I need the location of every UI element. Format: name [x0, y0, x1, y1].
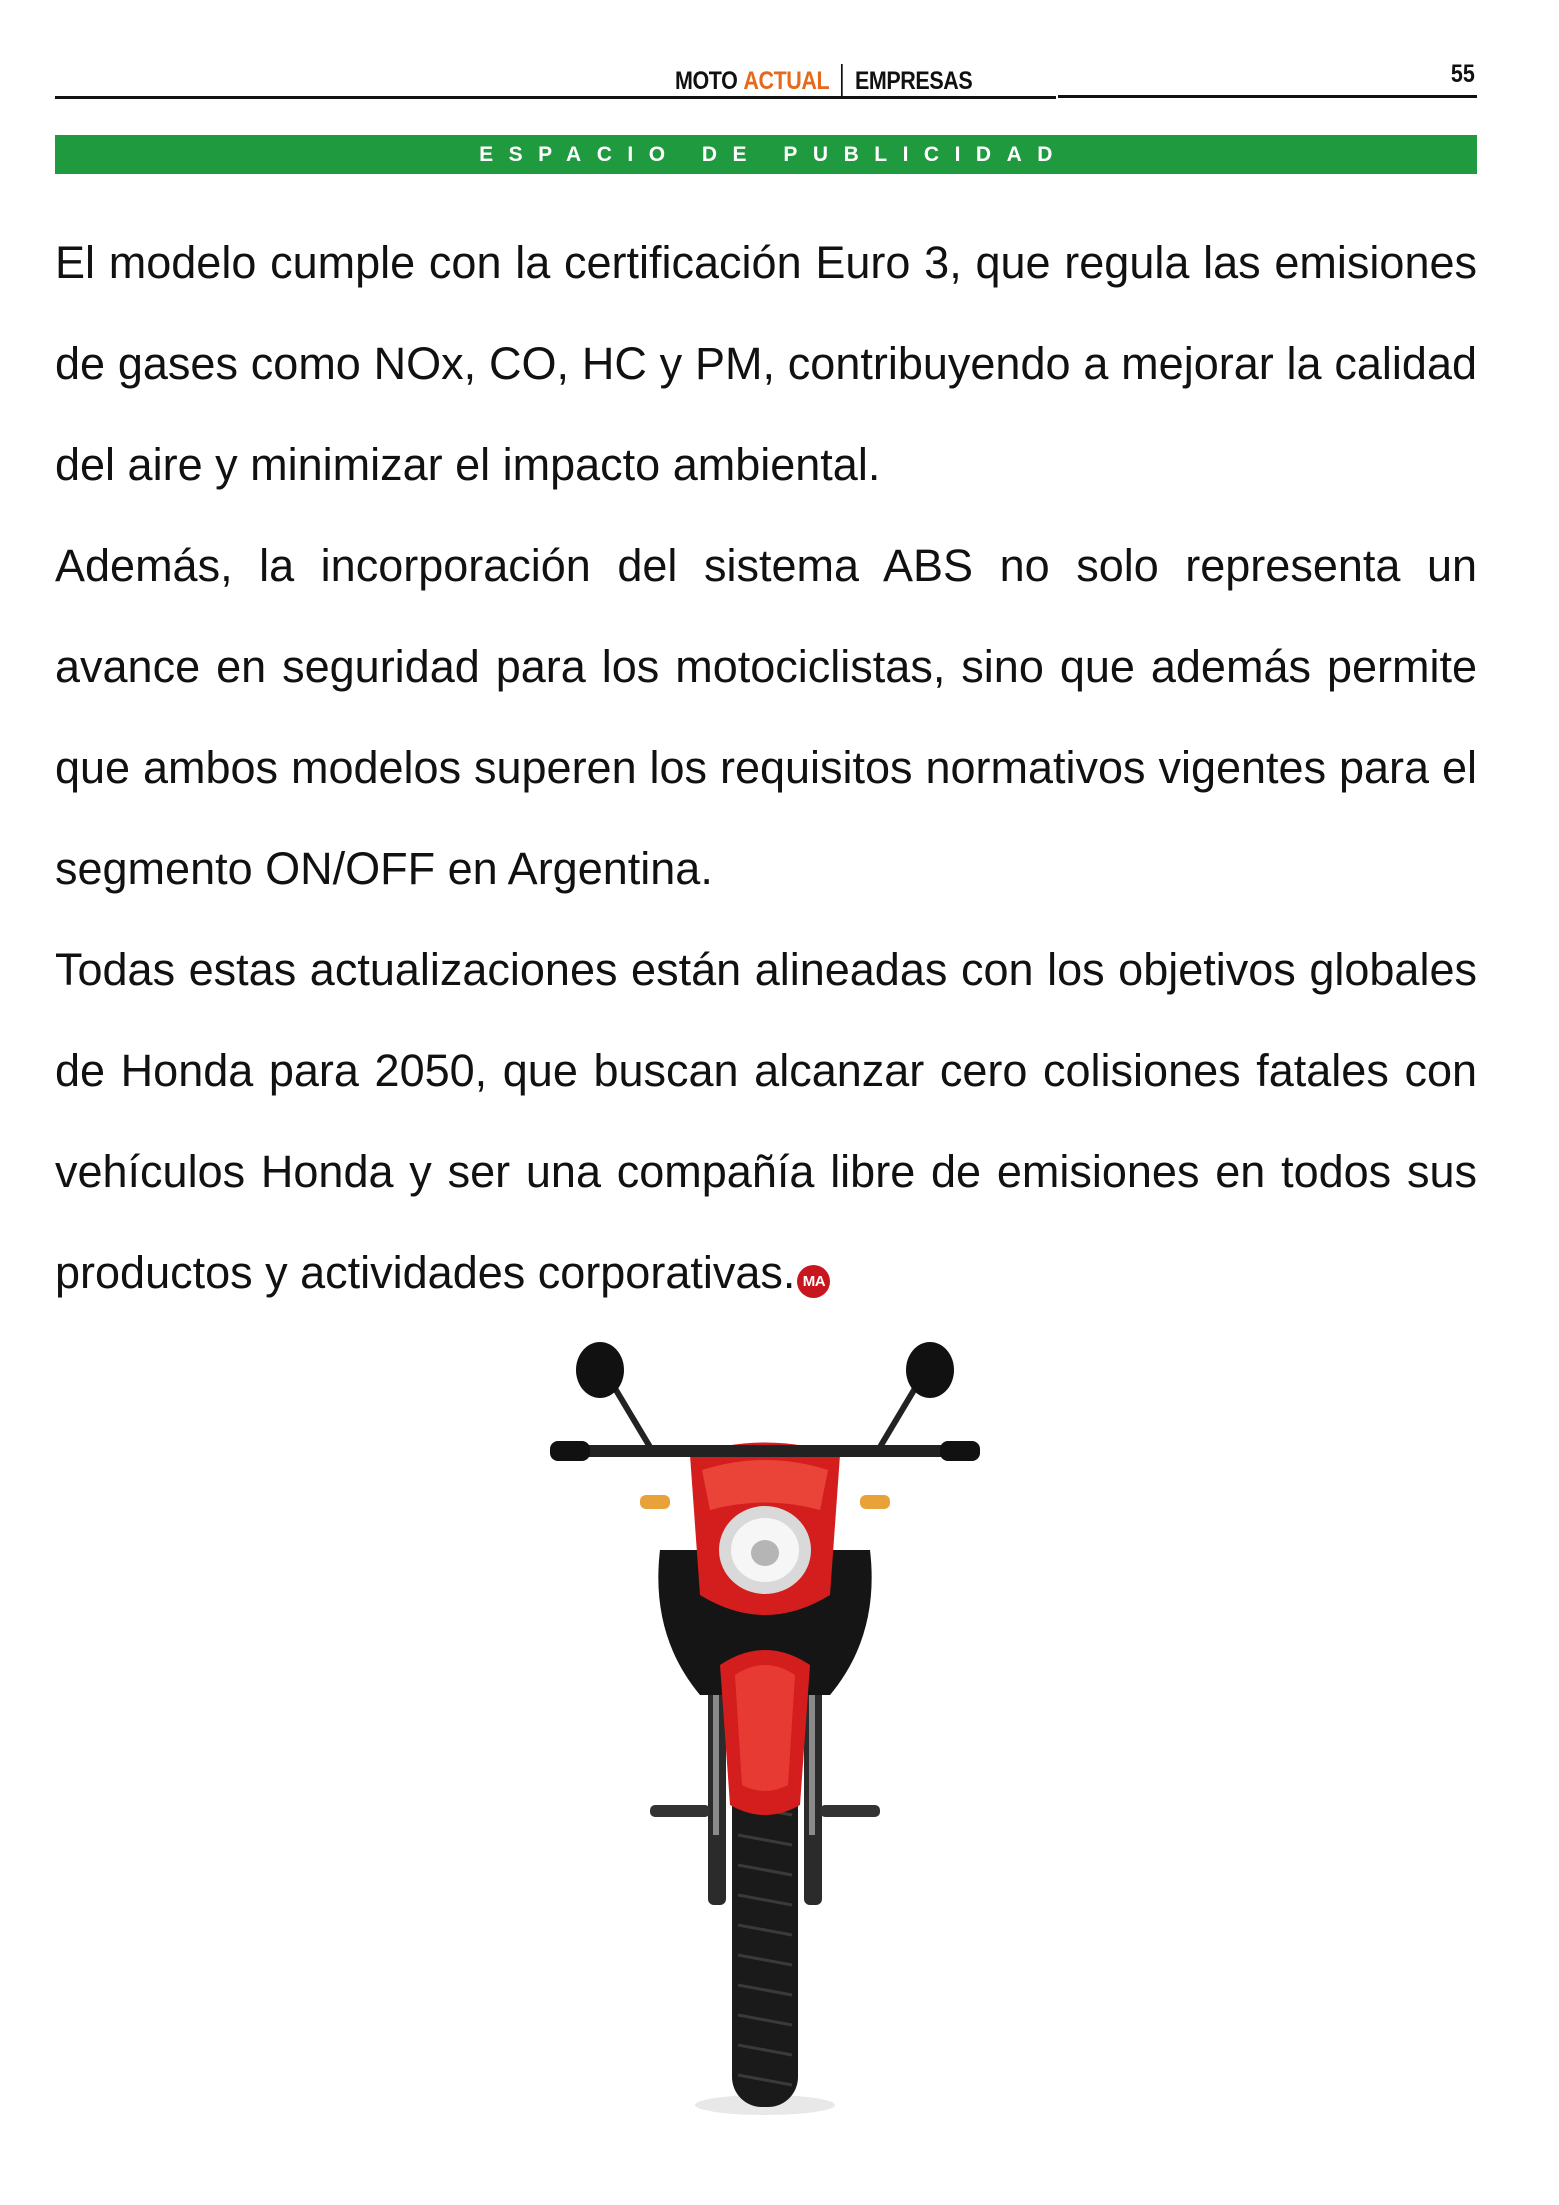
advertising-label: ESPACIO DE PUBLICIDAD	[479, 142, 1068, 166]
advertising-banner	[55, 135, 1477, 174]
masthead-separator	[841, 64, 843, 96]
section-name: EMPRESAS	[855, 67, 973, 95]
masthead	[675, 62, 972, 96]
brand-moto: MOTO	[675, 67, 738, 95]
header-rule-left	[55, 96, 1056, 99]
article-body	[55, 212, 1477, 1323]
end-mark-badge: MA	[797, 1265, 830, 1298]
page-header	[55, 52, 1477, 102]
header-rule-right	[1058, 95, 1477, 98]
motorcycle-photo	[530, 1335, 1000, 2125]
page-number: 55	[1451, 60, 1475, 88]
article-paragraph	[55, 919, 1477, 1323]
article-paragraph: El modelo cumple con la certificación Euro 3, que regula las emisiones de gases como NOx, CO, HC y PM, contribuyendo a mejorar la calidad del aire y minimizar el impacto ambiental.	[55, 237, 1477, 490]
article-paragraph-text: Todas estas actualizaciones están alineadas con los objetivos globales de Honda para 2050, que buscan alcanzar cero colisiones fatales con vehículos Honda y ser una compañía libre de emisiones en todos sus productos y actividades corporativas.	[55, 944, 1477, 1298]
article-paragraph: Además, la incorporación del sistema ABS no solo representa un avance en seguridad para los motociclistas, sino que además permite que ambos modelos superen los requisitos normativos vigentes para el segmento ON/OFF en Argentina.	[55, 540, 1477, 894]
brand-actual: ACTUAL	[743, 67, 830, 95]
